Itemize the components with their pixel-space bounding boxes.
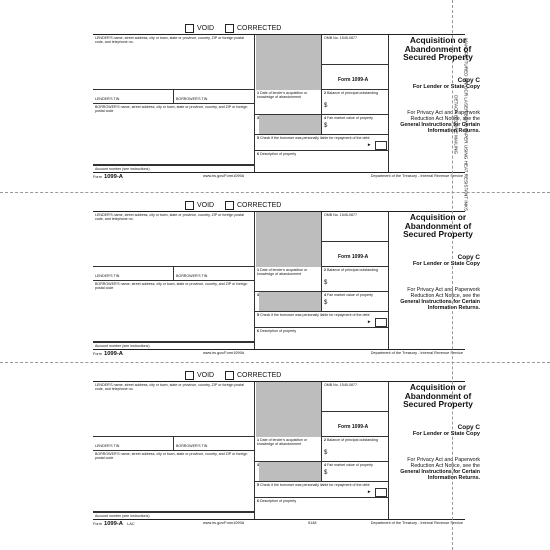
checkbox-square[interactable] [185,201,194,210]
copy-title: Copy C [457,254,480,261]
box5-liable-field[interactable]: 5 Check if the borrower was personally liable for repayment of the debt ► [255,312,389,328]
arrow-right-icon: ► [367,142,372,147]
field-label: BORROWER'S TIN [176,97,208,101]
shaded-area [256,35,321,90]
footer-form-number: 1099-A [103,174,123,180]
lender-tin-field[interactable] [93,267,174,281]
void-label: VOID [197,25,215,32]
copy-title: Copy C [457,77,480,84]
box3-field[interactable] [255,462,322,482]
box1-date-field[interactable]: 1 Date of lender's acquisition or knowledge of abandonment [255,90,322,115]
field-label: BORROWER'S name, street address, city or town, state or province, country, and ZIP or foreign postal code [95,105,248,114]
form-title: Acquisition or Abandonment of Secured Property [403,382,473,410]
dollar-sign: $ [324,470,328,476]
footer-code [308,351,368,357]
field-label: Fair market value of property [327,463,373,467]
box6-description-field[interactable]: 6 Description of property [255,151,389,172]
box4-fmv-field[interactable]: 4 Fair market value of property $ [322,292,389,312]
shaded-area [256,382,321,437]
corrected-label: CORRECTED [237,372,282,379]
corrected-label: CORRECTED [237,25,282,32]
copy-label [393,254,488,268]
perforation-line [0,362,550,363]
borrower-tin-field[interactable] [174,90,255,104]
void-label: VOID [197,372,215,379]
field-label: Description of property [260,499,297,503]
box3-field[interactable] [255,292,322,312]
borrower-name-field[interactable] [93,451,255,512]
box-number: 3 [257,463,259,467]
box2-balance-field[interactable]: 2 Balance of principal outstanding $ [322,90,389,115]
footer-form-label: Form [93,522,102,526]
footer-form-label: Form [93,352,102,356]
field-label: LENDER'S name, street address, city or town, state or province, country, ZIP or foreign postal code, and telephone no. [95,383,244,392]
omb-box [321,212,389,242]
field-label: Account number (see instructions) [95,167,150,171]
field-label: BORROWER'S name, street address, city or town, state or province, country, and ZIP or foreign postal code [95,282,248,291]
form-number: Form 1099-A [338,77,369,83]
box2-balance-field[interactable]: 2 Balance of principal outstanding $ [322,437,389,462]
form-number-box [321,242,389,267]
box-number: 3 [257,293,259,297]
borrower-name-field[interactable] [93,104,255,165]
field-label: Check if the borrower was personally liable for repayment of the debt [260,136,370,140]
field-label: LENDER'S TIN [95,444,120,448]
field-label: Check if the borrower was personally liable for repayment of the debt [260,313,370,317]
dollar-sign: $ [324,103,328,109]
field-label: Description of property [260,329,297,333]
copy-label [393,424,488,438]
footer-code: 5148 [308,521,317,525]
form-number: Form 1099-A [338,424,369,430]
field-label: Balance of principal outstanding [327,268,378,272]
copy-subtitle: For Lender or State Copy [412,84,480,90]
corrected-label: CORRECTED [237,202,282,209]
detach-notice: DETACH BEFORE MAILING [453,95,459,155]
privacy-bold-text: General Instructions for Certain Information Returns. [400,299,480,311]
box2-balance-field[interactable]: 2 Balance of principal outstanding $ [322,267,389,292]
privacy-notice [393,110,488,134]
dollar-sign: $ [324,450,328,456]
lender-name-field[interactable] [93,382,255,437]
lender-name-field[interactable] [93,212,255,267]
footer-code [308,174,368,180]
footer-department: Department of the Treasury - Internal Revenue Service [370,351,463,355]
footer-form-id [93,521,158,527]
footer-form-label: Form [93,175,102,179]
privacy-bold-text: General Instructions for Certain Information Returns. [400,122,480,134]
lender-name-field[interactable] [93,35,255,90]
checkbox-square[interactable] [185,371,194,380]
privacy-notice [393,287,488,311]
box4-fmv-field[interactable]: 4 Fair market value of property $ [322,462,389,482]
field-label: Check if the borrower was personally liable for repayment of the debt [260,483,370,487]
field-label: Description of property [260,152,297,156]
footer-form-id [93,174,158,180]
field-label: Fair market value of property [327,293,373,297]
checkbox-square[interactable] [225,371,234,380]
field-label: BORROWER'S name, street address, city or town, state or province, country, and ZIP or foreign postal code [95,452,248,461]
checkbox-square[interactable] [185,24,194,33]
account-number-field[interactable] [93,512,255,519]
form-footer [93,351,465,357]
omb-number: OMB No. 1545-0877 [324,383,357,387]
form-number: Form 1099-A [338,254,369,260]
footer-form-number: 1099-A [103,351,123,357]
box-number: 3 [257,116,259,120]
footer-website: www.irs.gov/Form1099A [203,521,245,525]
field-label: Fair market value of property [327,116,373,120]
checkbox-square[interactable] [225,24,234,33]
field-label: LENDER'S name, street address, city or town, state or province, country, ZIP or foreign postal code, and telephone no. [95,36,244,45]
privacy-text: For Privacy Act and Paperwork Reduction Act Notice, see the [407,457,480,469]
field-label: Date of lender's acquisition or knowledge of abandonment [257,268,308,277]
lender-tin-field[interactable] [93,437,174,451]
footer-department: Department of the Treasury - Internal Revenue Service [370,174,463,178]
box1-date-field[interactable]: 1 Date of lender's acquisition or knowledge of abandonment [255,267,322,292]
form-title: Acquisition or Abandonment of Secured Property [403,35,473,63]
borrower-tin-field[interactable] [174,437,255,451]
copy-subtitle: For Lender or State Copy [412,261,480,267]
form-number-box [321,412,389,437]
lender-tin-field[interactable] [93,90,174,104]
footer-lac: LAC [127,522,135,526]
copy-label [393,77,488,91]
field-label: LENDER'S TIN [95,97,120,101]
privacy-notice [393,457,488,481]
footer-website: www.irs.gov/Form1099A [203,351,245,355]
arrow-right-icon: ► [367,319,372,324]
field-label: LENDER'S TIN [95,274,120,278]
footer-form-id [93,351,158,357]
void-checkbox[interactable] [185,201,214,210]
manufacturer-notice: MANUFACTURED ON OCR LASER BOND PAPER USING HEAT RESISTANT INKS [463,38,469,212]
dollar-sign: $ [324,300,328,306]
footer-website: www.irs.gov/Form1099A [203,174,245,178]
arrow-right-icon: ► [367,489,372,494]
omb-number: OMB No. 1545-0877 [324,213,357,217]
privacy-bold-text: General Instructions for Certain Information Returns. [400,469,480,481]
field-label: Balance of principal outstanding [327,91,378,95]
copy-title: Copy C [457,424,480,431]
form-copy-3 [93,369,480,529]
dollar-sign: $ [324,280,328,286]
dollar-sign: $ [324,123,328,129]
form-footer [93,174,465,180]
liable-checkbox[interactable] [375,141,387,150]
account-number-field[interactable] [93,165,255,172]
void-checkbox[interactable] [185,371,214,380]
footer-form-number: 1099-A [103,521,123,527]
account-number-field[interactable] [93,342,255,349]
box4-fmv-field[interactable]: 4 Fair market value of property $ [322,115,389,135]
omb-box [321,382,389,412]
box6-description-field[interactable]: 6 Description of property [255,498,389,519]
field-label: Account number (see instructions) [95,514,150,518]
borrower-name-field[interactable] [93,281,255,342]
void-label: VOID [197,202,215,209]
field-label: Date of lender's acquisition or knowledge of abandonment [257,91,308,100]
form-number-box [321,65,389,90]
field-label: Date of lender's acquisition or knowledge of abandonment [257,438,308,447]
box5-liable-field[interactable]: 5 Check if the borrower was personally liable for repayment of the debt ► [255,135,389,151]
corrected-checkbox[interactable] [225,201,281,210]
corrected-checkbox[interactable] [225,371,281,380]
box3-field[interactable] [255,115,322,135]
box1-date-field[interactable]: 1 Date of lender's acquisition or knowledge of abandonment [255,437,322,462]
field-label: BORROWER'S TIN [176,444,208,448]
field-label: BORROWER'S TIN [176,274,208,278]
field-label: LENDER'S name, street address, city or town, state or province, country, ZIP or foreign postal code, and telephone no. [95,213,244,222]
copy-subtitle: For Lender or State Copy [412,431,480,437]
footer-department: Department of the Treasury - Internal Revenue Service [370,521,463,525]
omb-box [321,35,389,65]
privacy-text: For Privacy Act and Paperwork Reduction Act Notice, see the [407,287,480,299]
void-checkbox[interactable] [185,24,214,33]
borrower-tin-field[interactable] [174,267,255,281]
form-copy-2 [93,199,480,359]
omb-number: OMB No. 1545-0877 [324,36,357,40]
privacy-text: For Privacy Act and Paperwork Reduction Act Notice, see the [407,110,480,122]
liable-checkbox[interactable] [375,488,387,497]
form-footer [93,521,465,527]
field-label: Account number (see instructions) [95,344,150,348]
shaded-area [256,212,321,267]
field-label: Balance of principal outstanding [327,438,378,442]
checkbox-square[interactable] [225,201,234,210]
box6-description-field[interactable]: 6 Description of property [255,328,389,349]
corrected-checkbox[interactable] [225,24,281,33]
form-title: Acquisition or Abandonment of Secured Property [403,212,473,240]
box5-liable-field[interactable]: 5 Check if the borrower was personally liable for repayment of the debt ► [255,482,389,498]
liable-checkbox[interactable] [375,318,387,327]
